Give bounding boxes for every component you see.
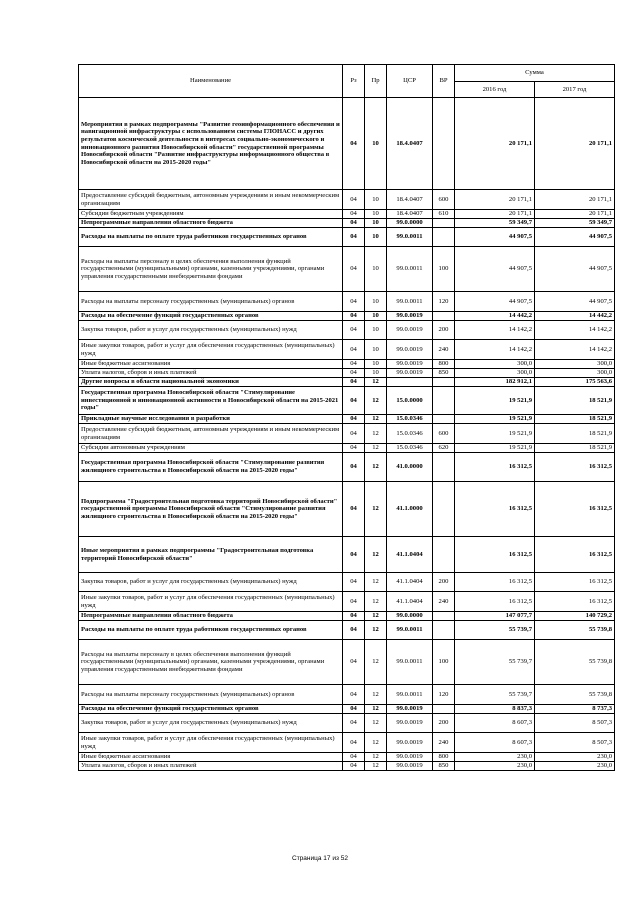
cell-name: Расходы на выплаты персоналу государственных (муниципальных) органов: [79, 685, 343, 705]
cell-vr: 850: [433, 369, 455, 378]
cell-vr: [433, 453, 455, 482]
cell-pr: 10: [365, 292, 387, 312]
cell-sum-2017: 44 907,5: [535, 228, 615, 247]
cell-sum-2016: 16 312,5: [455, 482, 535, 537]
cell-sum-2017: 16 312,5: [535, 592, 615, 612]
cell-name: Иные бюджетные ассигнования: [79, 753, 343, 762]
cell-sum-2017: 20 171,1: [535, 98, 615, 190]
cell-sum-2016: 19 521,9: [455, 415, 535, 424]
cell-rz: 04: [343, 453, 365, 482]
cell-vr: [433, 705, 455, 714]
cell-name: Иные бюджетные ассигнования: [79, 360, 343, 369]
cell-rz: 04: [343, 210, 365, 219]
table-row: [79, 228, 615, 247]
cell-sum-2017: 14 142,2: [535, 321, 615, 340]
table-row: [79, 762, 615, 771]
cell-vr: 240: [433, 592, 455, 612]
cell-vr: 200: [433, 714, 455, 733]
cell-pr: 12: [365, 640, 387, 685]
table-row: [79, 312, 615, 321]
cell-rz: 04: [343, 537, 365, 573]
cell-csr: 18.4.0407: [387, 190, 433, 210]
cell-vr: [433, 219, 455, 228]
cell-csr: 18.4.0407: [387, 98, 433, 190]
cell-sum-2017: 59 349,7: [535, 219, 615, 228]
page-footer: Страница 17 из 52: [292, 855, 348, 862]
cell-name: Другие вопросы в области национальной экономики: [79, 378, 343, 387]
cell-name: Уплата налогов, сборов и иных платежей: [79, 762, 343, 771]
cell-sum-2016: 16 312,5: [455, 537, 535, 573]
cell-csr: 99.0.0011: [387, 292, 433, 312]
cell-sum-2016: 55 739,7: [455, 640, 535, 685]
cell-csr: 99.0.0011: [387, 228, 433, 247]
cell-name: Подпрограмма "Градостроительная подготовка территорий Новосибирской области" государственной программы Новосибирской области "Стимулирование развития жилищного строительства в Новосибирской области на 2015-2020 годы": [79, 482, 343, 537]
cell-csr: 99.0.0019: [387, 321, 433, 340]
cell-pr: 12: [365, 714, 387, 733]
cell-sum-2016: 19 521,9: [455, 444, 535, 453]
cell-pr: 12: [365, 415, 387, 424]
cell-pr: 10: [365, 98, 387, 190]
budget-table-page: [78, 64, 614, 771]
cell-name: Расходы на выплаты по оплате труда работников государственных органов: [79, 621, 343, 640]
cell-pr: 12: [365, 378, 387, 387]
table-row: [79, 453, 615, 482]
cell-vr: 800: [433, 753, 455, 762]
cell-sum-2016: 182 912,1: [455, 378, 535, 387]
cell-pr: 10: [365, 190, 387, 210]
cell-name: Иные закупки товаров, работ и услуг для обеспечения государственных (муниципальных) нужд: [79, 592, 343, 612]
cell-sum-2016: 14 142,2: [455, 321, 535, 340]
table-row: [79, 612, 615, 621]
cell-sum-2017: 55 739,8: [535, 640, 615, 685]
cell-vr: 620: [433, 444, 455, 453]
cell-name: Расходы на обеспечение функций государственных органов: [79, 312, 343, 321]
cell-sum-2016: 14 142,2: [455, 340, 535, 360]
cell-sum-2016: 55 739,7: [455, 685, 535, 705]
col-header-sum: Сумма: [455, 65, 615, 82]
table-row: [79, 444, 615, 453]
cell-rz: 04: [343, 190, 365, 210]
cell-pr: 10: [365, 247, 387, 292]
cell-csr: 99.0.0011: [387, 685, 433, 705]
cell-sum-2017: 55 739,8: [535, 685, 615, 705]
cell-rz: 04: [343, 482, 365, 537]
cell-rz: 04: [343, 640, 365, 685]
cell-rz: 04: [343, 321, 365, 340]
table-row: [79, 360, 615, 369]
cell-name: Расходы на обеспечение функций государственных органов: [79, 705, 343, 714]
cell-csr: 99.0.0019: [387, 733, 433, 753]
cell-sum-2016: 230,0: [455, 753, 535, 762]
cell-rz: 04: [343, 753, 365, 762]
cell-pr: 10: [365, 312, 387, 321]
cell-sum-2016: 230,0: [455, 762, 535, 771]
cell-sum-2017: 16 312,5: [535, 453, 615, 482]
cell-rz: 04: [343, 621, 365, 640]
col-header-name: Наименование: [79, 65, 343, 98]
cell-sum-2017: 300,0: [535, 369, 615, 378]
cell-vr: [433, 378, 455, 387]
cell-vr: 100: [433, 247, 455, 292]
table-row: [79, 592, 615, 612]
cell-name: Предоставление субсидий бюджетным, автономным учреждениям и иным некоммерческим организациям: [79, 190, 343, 210]
col-header-vr: ВР: [433, 65, 455, 98]
cell-pr: 12: [365, 573, 387, 592]
cell-name: Субсидии бюджетным учреждениям: [79, 210, 343, 219]
cell-vr: [433, 537, 455, 573]
cell-sum-2017: 16 312,5: [535, 537, 615, 573]
cell-vr: 600: [433, 190, 455, 210]
cell-rz: 04: [343, 705, 365, 714]
table-row: [79, 537, 615, 573]
cell-csr: 41.1.0404: [387, 592, 433, 612]
table-row: [79, 292, 615, 312]
cell-sum-2017: 140 729,2: [535, 612, 615, 621]
cell-csr: 15.0.0000: [387, 387, 433, 415]
cell-rz: 04: [343, 762, 365, 771]
cell-pr: 12: [365, 621, 387, 640]
cell-sum-2017: 44 907,5: [535, 292, 615, 312]
cell-sum-2016: 16 312,5: [455, 592, 535, 612]
table-row: [79, 340, 615, 360]
cell-sum-2016: 20 171,1: [455, 98, 535, 190]
cell-csr: 15.0.0346: [387, 444, 433, 453]
table-row: [79, 482, 615, 537]
table-body: [79, 98, 615, 771]
col-header-csr: ЦСР: [387, 65, 433, 98]
cell-vr: 610: [433, 210, 455, 219]
cell-vr: 850: [433, 762, 455, 771]
cell-sum-2016: 19 521,9: [455, 387, 535, 415]
cell-pr: 10: [365, 360, 387, 369]
cell-pr: 10: [365, 369, 387, 378]
cell-sum-2017: 230,0: [535, 753, 615, 762]
table-row: [79, 733, 615, 753]
cell-name: Расходы на выплаты персоналу государственных (муниципальных) органов: [79, 292, 343, 312]
cell-name: Расходы на выплаты по оплате труда работников государственных органов: [79, 228, 343, 247]
cell-csr: 99.0.0019: [387, 714, 433, 733]
cell-rz: 04: [343, 685, 365, 705]
col-header-year-2016: 2016 год: [455, 82, 535, 98]
cell-rz: 04: [343, 360, 365, 369]
cell-vr: [433, 621, 455, 640]
cell-sum-2016: 8 837,3: [455, 705, 535, 714]
table-row: [79, 369, 615, 378]
cell-csr: 99.0.0019: [387, 360, 433, 369]
cell-vr: [433, 387, 455, 415]
cell-sum-2017: 8 737,3: [535, 705, 615, 714]
cell-name: Прикладные научные исследования в разработки: [79, 415, 343, 424]
cell-pr: 12: [365, 592, 387, 612]
cell-rz: 04: [343, 378, 365, 387]
cell-name: Расходы на выплаты персоналу в целях обеспечения выполнения функций государственными (муниципальными) органами, казенными учреждениями, органами управления государственными внебюджетными фондами: [79, 640, 343, 685]
table-row: [79, 621, 615, 640]
cell-name: Закупка товаров, работ и услуг для государственных (муниципальных) нужд: [79, 573, 343, 592]
cell-rz: 04: [343, 733, 365, 753]
col-header-year-2017: 2017 год: [535, 82, 615, 98]
cell-sum-2017: 18 521,9: [535, 444, 615, 453]
cell-csr: 99.0.0011: [387, 621, 433, 640]
cell-vr: 200: [433, 573, 455, 592]
cell-rz: 04: [343, 219, 365, 228]
table-row: [79, 714, 615, 733]
cell-sum-2017: 16 312,5: [535, 482, 615, 537]
cell-pr: 10: [365, 210, 387, 219]
cell-pr: 12: [365, 612, 387, 621]
cell-vr: [433, 482, 455, 537]
cell-pr: 12: [365, 762, 387, 771]
table-row: [79, 210, 615, 219]
cell-sum-2017: 300,0: [535, 360, 615, 369]
cell-vr: 240: [433, 733, 455, 753]
cell-sum-2016: 55 739,7: [455, 621, 535, 640]
cell-sum-2017: 8 507,3: [535, 714, 615, 733]
cell-pr: 10: [365, 321, 387, 340]
cell-sum-2016: 14 442,2: [455, 312, 535, 321]
cell-sum-2017: 230,0: [535, 762, 615, 771]
cell-sum-2016: 59 349,7: [455, 219, 535, 228]
table-row: [79, 753, 615, 762]
cell-pr: 10: [365, 219, 387, 228]
cell-sum-2017: 18 521,9: [535, 424, 615, 444]
table-row: [79, 321, 615, 340]
cell-csr: 15.0.0346: [387, 424, 433, 444]
cell-sum-2017: 18 521,9: [535, 387, 615, 415]
cell-csr: [387, 378, 433, 387]
cell-csr: 41.0.0000: [387, 453, 433, 482]
cell-name: Иные закупки товаров, работ и услуг для обеспечения государственных (муниципальных) нужд: [79, 733, 343, 753]
cell-name: Государственная программа Новосибирской области "Стимулирование инвестиционной и инновационной активности в Новосибирской области на 2015-2021 годы": [79, 387, 343, 415]
cell-name: Иные мероприятия в рамках подпрограммы "Градостроительная подготовка территорий Новосибирской области": [79, 537, 343, 573]
cell-name: Закупка товаров, работ и услуг для государственных (муниципальных) нужд: [79, 714, 343, 733]
cell-csr: 99.0.0019: [387, 705, 433, 714]
cell-sum-2016: 300,0: [455, 369, 535, 378]
cell-vr: [433, 228, 455, 247]
table-row: [79, 424, 615, 444]
cell-csr: 99.0.0011: [387, 640, 433, 685]
cell-rz: 04: [343, 340, 365, 360]
cell-pr: 12: [365, 482, 387, 537]
cell-sum-2016: 19 521,9: [455, 424, 535, 444]
table-row: [79, 415, 615, 424]
cell-csr: 18.4.0407: [387, 210, 433, 219]
cell-rz: 04: [343, 592, 365, 612]
cell-sum-2017: 14 442,2: [535, 312, 615, 321]
cell-name: Непрограммные направления областного бюджета: [79, 219, 343, 228]
cell-rz: 04: [343, 312, 365, 321]
table-row: [79, 685, 615, 705]
cell-sum-2016: 300,0: [455, 360, 535, 369]
cell-vr: [433, 312, 455, 321]
cell-pr: 12: [365, 705, 387, 714]
cell-sum-2016: 44 907,5: [455, 292, 535, 312]
cell-csr: 41.1.0000: [387, 482, 433, 537]
cell-name: Иные закупки товаров, работ и услуг для обеспечения государственных (муниципальных) нужд: [79, 340, 343, 360]
col-header-rz: Рз: [343, 65, 365, 98]
cell-vr: 200: [433, 321, 455, 340]
cell-rz: 04: [343, 573, 365, 592]
cell-pr: 12: [365, 424, 387, 444]
table-row: [79, 387, 615, 415]
cell-sum-2017: 14 142,2: [535, 340, 615, 360]
cell-csr: 41.1.0404: [387, 537, 433, 573]
cell-csr: 99.0.0000: [387, 612, 433, 621]
cell-name: Государственная программа Новосибирской области "Стимулирование развития жилищного строительства в Новосибирской области на 2015-2020 годы": [79, 453, 343, 482]
cell-vr: 600: [433, 424, 455, 444]
cell-rz: 04: [343, 387, 365, 415]
cell-sum-2017: 16 312,5: [535, 573, 615, 592]
cell-vr: 100: [433, 640, 455, 685]
table-row: [79, 573, 615, 592]
cell-csr: 99.0.0019: [387, 340, 433, 360]
cell-sum-2016: 8 607,3: [455, 733, 535, 753]
cell-sum-2016: 16 312,5: [455, 573, 535, 592]
cell-sum-2016: 44 907,5: [455, 247, 535, 292]
cell-sum-2016: 16 312,5: [455, 453, 535, 482]
table-row: [79, 705, 615, 714]
cell-rz: 04: [343, 369, 365, 378]
cell-name: Субсидии автономным учреждениям: [79, 444, 343, 453]
cell-sum-2016: 147 077,7: [455, 612, 535, 621]
cell-pr: 12: [365, 753, 387, 762]
cell-pr: 12: [365, 444, 387, 453]
cell-name: Мероприятия в рамках подпрограммы "Развитие геоинформационного обеспечения и навигационной инфраструктуры с использованием системы ГЛОНАСС и других результатов космической деятельности в интересах социально-экономического и инновационного развития Новосибирской области" государственной программы Новосибирской области "Развитие инфраструктуры информационного общества в Новосибирской области на 2015-2020 годы": [79, 98, 343, 190]
col-header-pr: Пр: [365, 65, 387, 98]
cell-rz: 04: [343, 228, 365, 247]
cell-rz: 04: [343, 415, 365, 424]
cell-csr: 99.0.0019: [387, 762, 433, 771]
cell-csr: 41.1.0404: [387, 573, 433, 592]
cell-csr: 99.0.0011: [387, 247, 433, 292]
cell-vr: [433, 98, 455, 190]
cell-vr: 800: [433, 360, 455, 369]
cell-sum-2016: 8 607,3: [455, 714, 535, 733]
cell-rz: 04: [343, 247, 365, 292]
cell-rz: 04: [343, 98, 365, 190]
cell-name: Непрограммные направления областного бюджета: [79, 612, 343, 621]
cell-rz: 04: [343, 612, 365, 621]
budget-table: [78, 64, 615, 771]
cell-vr: 120: [433, 292, 455, 312]
table-row: [79, 247, 615, 292]
cell-pr: 12: [365, 537, 387, 573]
cell-pr: 12: [365, 453, 387, 482]
cell-pr: 10: [365, 340, 387, 360]
cell-csr: 99.0.0000: [387, 219, 433, 228]
cell-sum-2017: 18 521,9: [535, 415, 615, 424]
cell-rz: 04: [343, 444, 365, 453]
cell-vr: 240: [433, 340, 455, 360]
cell-rz: 04: [343, 292, 365, 312]
cell-sum-2017: 55 739,8: [535, 621, 615, 640]
table-row: [79, 378, 615, 387]
cell-name: Закупка товаров, работ и услуг для государственных (муниципальных) нужд: [79, 321, 343, 340]
cell-rz: 04: [343, 714, 365, 733]
cell-pr: 10: [365, 228, 387, 247]
cell-vr: 120: [433, 685, 455, 705]
cell-rz: 04: [343, 424, 365, 444]
cell-sum-2017: 175 563,6: [535, 378, 615, 387]
cell-csr: 99.0.0019: [387, 369, 433, 378]
cell-pr: 12: [365, 685, 387, 705]
table-row: [79, 219, 615, 228]
cell-vr: [433, 612, 455, 621]
table-row: [79, 98, 615, 190]
cell-pr: 12: [365, 733, 387, 753]
cell-sum-2016: 44 907,5: [455, 228, 535, 247]
cell-name: Предоставление субсидий бюджетным, автономным учреждениям и иным некоммерческим организациям: [79, 424, 343, 444]
table-row: [79, 190, 615, 210]
cell-csr: 99.0.0019: [387, 753, 433, 762]
cell-csr: 99.0.0019: [387, 312, 433, 321]
cell-sum-2017: 8 507,3: [535, 733, 615, 753]
cell-vr: [433, 415, 455, 424]
cell-sum-2017: 20 171,1: [535, 210, 615, 219]
cell-name: Уплата налогов, сборов и иных платежей: [79, 369, 343, 378]
cell-name: Расходы на выплаты персоналу в целях обеспечения выполнения функций государственными (муниципальными) органами, казенными учреждениями, органами управления государственными внебюджетными фондами: [79, 247, 343, 292]
cell-sum-2017: 44 907,5: [535, 247, 615, 292]
cell-csr: 15.0.0346: [387, 415, 433, 424]
cell-pr: 12: [365, 387, 387, 415]
table-row: [79, 640, 615, 685]
cell-sum-2016: 20 171,1: [455, 190, 535, 210]
cell-sum-2016: 20 171,1: [455, 210, 535, 219]
cell-sum-2017: 20 171,1: [535, 190, 615, 210]
